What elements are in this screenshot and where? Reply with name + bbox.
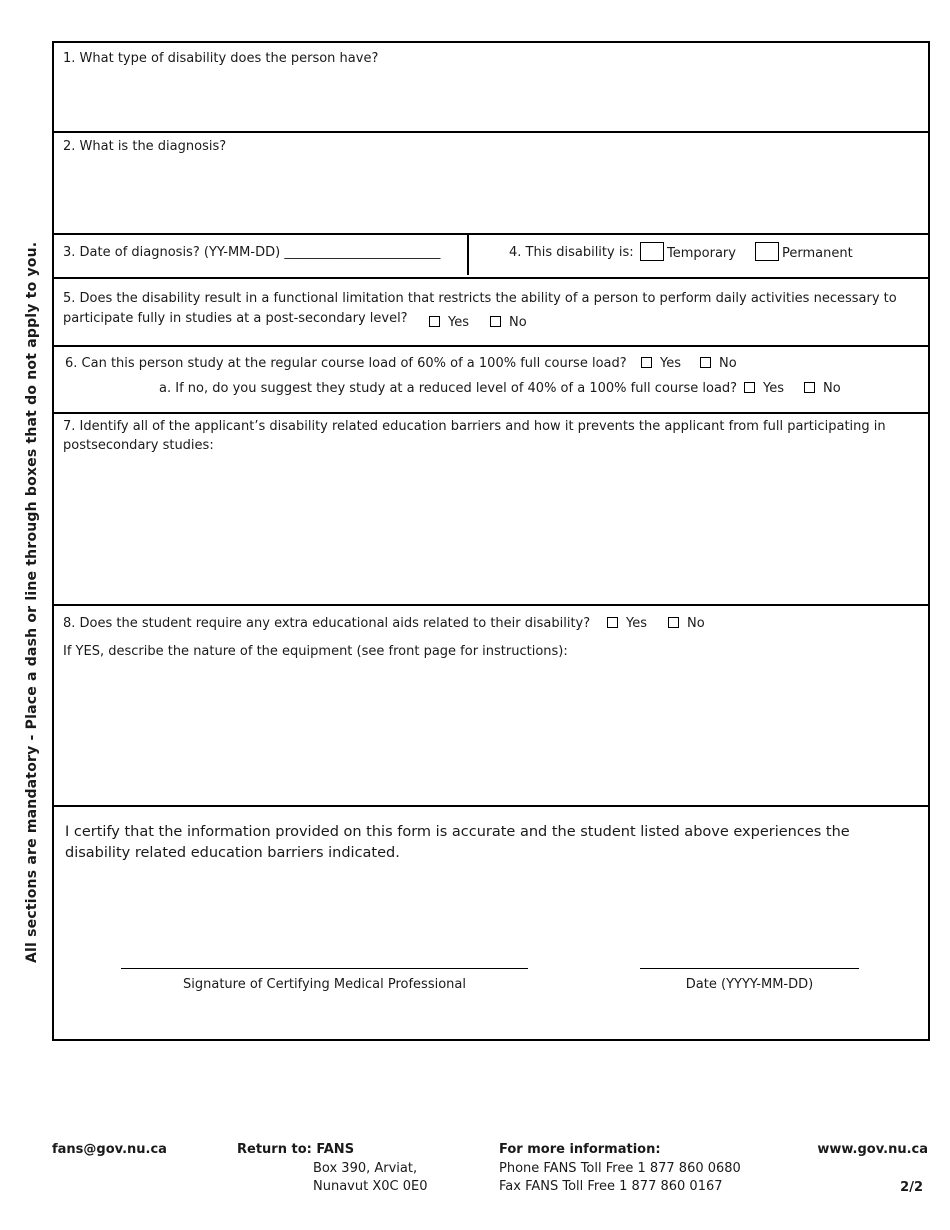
phone-number: Phone FANS Toll Free 1 877 860 0680 <box>499 1160 741 1176</box>
date-line[interactable] <box>640 968 859 969</box>
question-7-line-2: postsecondary studies: <box>63 438 214 453</box>
question-6-section <box>54 345 928 414</box>
question-6a-no-label: No <box>823 381 841 396</box>
question-8-yes-option[interactable] <box>607 616 647 631</box>
footer-website[interactable]: www.gov.nu.ca <box>817 1142 928 1157</box>
question-8-section <box>54 604 928 807</box>
return-line-1: Box 390, Arviat, <box>313 1160 418 1176</box>
permanent-option[interactable] <box>755 242 853 261</box>
question-5-no-label: No <box>509 315 527 330</box>
question-5-yes-option[interactable] <box>429 315 469 330</box>
return-line-2: Nunavut X0C 0E0 <box>313 1179 428 1194</box>
temporary-option[interactable] <box>640 242 736 261</box>
question-5-yes-label: Yes <box>448 315 469 330</box>
question-5-yes-checkbox[interactable] <box>429 316 440 327</box>
question-3-label[interactable]: 3. Date of diagnosis? (YY-MM-DD) ________________________ <box>63 245 441 260</box>
question-6-no-label: No <box>719 356 737 371</box>
mandatory-sections-note: All sections are mandatory - Place a dash or line through boxes that do not apply to you. <box>24 241 40 963</box>
question-6-label: 6. Can this person study at the regular course load of 60% of a 100% full course load? <box>65 356 627 371</box>
question-6a-yes-checkbox[interactable] <box>744 382 755 393</box>
question-8-no-checkbox[interactable] <box>668 617 679 628</box>
question-7-section[interactable] <box>54 412 928 606</box>
fax-number: Fax FANS Toll Free 1 877 860 0167 <box>499 1179 723 1194</box>
certification-section <box>54 805 928 1039</box>
question-8-no-option[interactable] <box>668 616 705 631</box>
signature-line[interactable] <box>121 968 528 969</box>
question-5-section <box>54 277 928 347</box>
question-5-no-option[interactable] <box>490 315 527 330</box>
info-title: For more information: <box>499 1142 661 1157</box>
certification-statement: I certify that the information provided on this form is accurate and the student listed above experiences the disability related education barriers indicated. <box>65 824 850 861</box>
return-title: Return to: FANS <box>237 1142 355 1157</box>
temporary-checkbox[interactable] <box>640 242 664 261</box>
question-6-yes-option[interactable] <box>641 356 681 371</box>
question-8-label: 8. Does the student require any extra educational aids related to their disability? <box>63 616 591 631</box>
question-6-yes-label: Yes <box>660 356 681 371</box>
question-2-section[interactable] <box>54 131 928 235</box>
footer-email[interactable]: fans@gov.nu.ca <box>52 1142 167 1157</box>
question-8-yes-checkbox[interactable] <box>607 617 618 628</box>
temporary-label: Temporary <box>667 246 736 261</box>
column-divider <box>467 233 469 275</box>
question-5-line-2: participate fully in studies at a post-secondary level? <box>63 311 408 326</box>
signature-caption: Signature of Certifying Medical Professional <box>183 977 466 992</box>
question-1-section[interactable] <box>54 43 928 133</box>
question-8-followup[interactable]: If YES, describe the nature of the equipment (see front page for instructions): <box>63 644 568 659</box>
question-6-no-option[interactable] <box>700 356 737 371</box>
question-6-yes-checkbox[interactable] <box>641 357 652 368</box>
question-3-4-section <box>54 233 928 279</box>
footer-return-address <box>237 1141 427 1197</box>
question-1-label: 1. What type of disability does the person have? <box>63 51 379 66</box>
question-5-no-checkbox[interactable] <box>490 316 501 327</box>
question-5-line-1: 5. Does the disability result in a functional limitation that restricts the ability of a person to perform daily activities necessary to <box>63 291 897 306</box>
question-8-yes-label: Yes <box>626 616 647 631</box>
question-6a-no-option[interactable] <box>804 381 841 396</box>
question-6-no-checkbox[interactable] <box>700 357 711 368</box>
page-number: 2/2 <box>900 1180 923 1195</box>
question-7-line-1: 7. Identify all of the applicant’s disability related education barriers and how it prevents the applicant from full participating in <box>63 419 886 434</box>
question-2-label: 2. What is the diagnosis? <box>63 139 227 154</box>
date-caption: Date (YYYY-MM-DD) <box>685 977 814 992</box>
question-6a-no-checkbox[interactable] <box>804 382 815 393</box>
disability-assessment-form <box>52 41 930 1041</box>
question-4-label: 4. This disability is: <box>509 245 634 260</box>
question-6a-label: a. If no, do you suggest they study at a reduced level of 40% of a 100% full course load? <box>159 381 738 396</box>
permanent-label: Permanent <box>782 246 853 261</box>
question-6a-yes-option[interactable] <box>744 381 784 396</box>
permanent-checkbox[interactable] <box>755 242 779 261</box>
question-6a-yes-label: Yes <box>763 381 784 396</box>
footer-contact-info <box>499 1141 741 1197</box>
question-8-no-label: No <box>687 616 705 631</box>
